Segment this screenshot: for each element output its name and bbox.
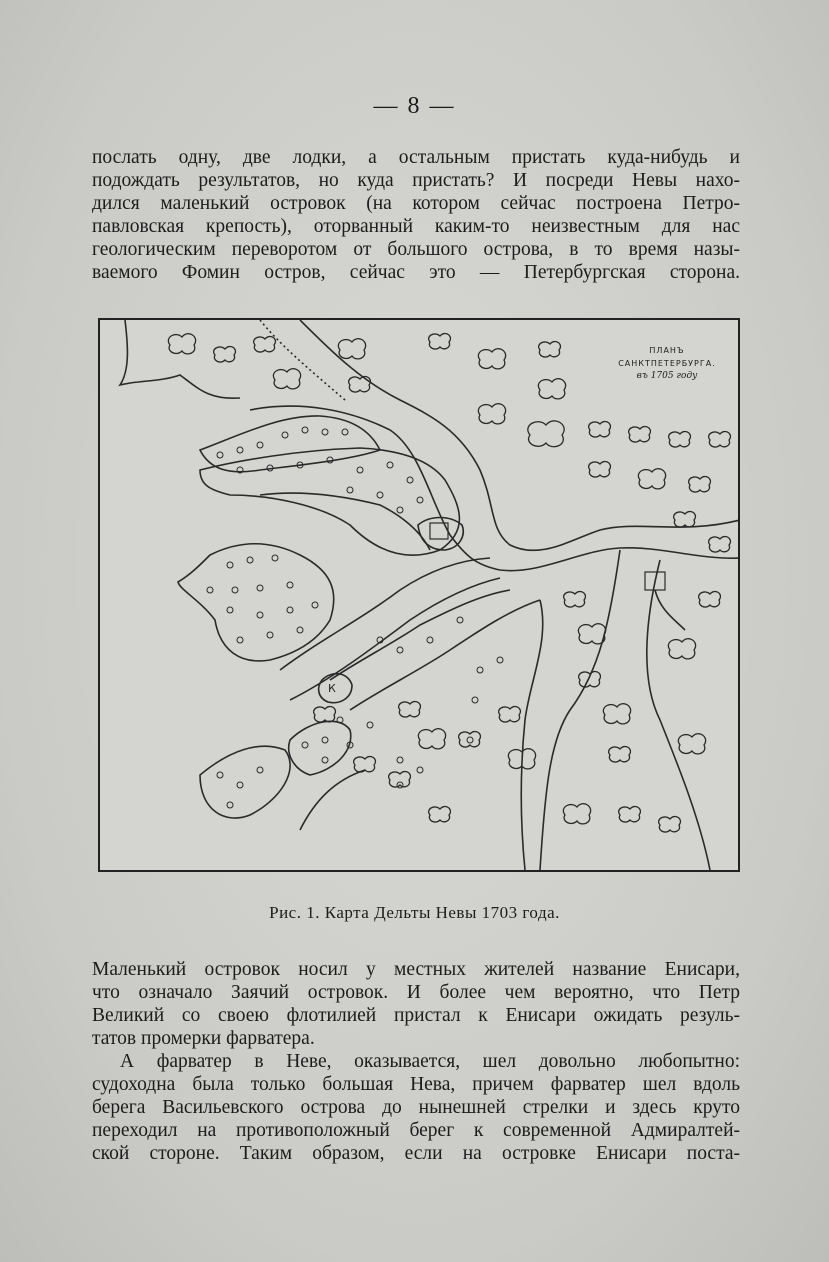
- text-line: переходил на противоположный берег к современной Адмиралтей-: [92, 1120, 740, 1141]
- text-line: берега Васильевского острова до нынешней стрелки и здесь круто: [92, 1097, 740, 1118]
- figure-caption: Рис. 1. Карта Дельты Невы 1703 года.: [269, 903, 560, 922]
- river-bank: [647, 560, 710, 870]
- river-bank: [350, 600, 540, 710]
- text-line: судоходна была только большая Нева, причем фарватер шел вдоль: [92, 1074, 740, 1095]
- text-line: павловская крепость), оторванный каким-то неизвестным для нас: [92, 216, 740, 237]
- paragraph-1: [92, 146, 740, 284]
- river-bank: [330, 590, 510, 680]
- map-title-year: въ 1705 году: [636, 371, 698, 381]
- island-outline: [289, 721, 351, 775]
- paragraph-3: [92, 1050, 740, 1165]
- text-line: подождать результатов, но куда пристать? И посреди Невы нахо-: [92, 170, 740, 191]
- coast-line: [120, 320, 240, 398]
- river-bank: [540, 550, 620, 870]
- page-number: — 8 —: [373, 93, 456, 119]
- text-line: А фарватер в Неве, оказывается, шел довольно любопытно:: [120, 1051, 740, 1072]
- island-outline: [200, 746, 290, 818]
- map-title-line: САНКТПЕТЕРБУРГА.: [618, 359, 716, 368]
- text-line: ской стороне. Таким образом, если на островке Енисари поста-: [92, 1143, 740, 1164]
- neva-delta-map-drawing: [100, 320, 738, 870]
- text-line: Великий со своею флотилией пристал к Енисари ожидать резуль-: [92, 1005, 740, 1026]
- island-outline: [300, 770, 365, 830]
- island-outline: [178, 544, 334, 661]
- settlement-road: [655, 590, 685, 630]
- island-outline: [200, 448, 459, 555]
- text-line: геологическим переворотом от большого острова, в то время назы-: [92, 239, 740, 260]
- river-bank: [521, 600, 543, 870]
- text-line: послать одну, две лодки, а остальным пристать куда-нибудь и: [92, 147, 740, 168]
- paragraph-2: [92, 958, 740, 1050]
- text-line: дился маленький островок (на котором сейчас построена Петро-: [92, 193, 740, 214]
- text-line: Маленький островок носил у местных жителей название Енисари,: [92, 959, 740, 980]
- text-line: что означало Заячий островок. И более чем вероятно, что Петр: [92, 982, 740, 1003]
- river-bank: [250, 406, 738, 571]
- river-bank: [280, 558, 490, 670]
- text-line: ваемого Фомин остров, сейчас это — Петербургская сторона.: [92, 262, 740, 283]
- map-title-line: ПЛАНЪ: [649, 346, 685, 355]
- text-line: татов промерки фарватера.: [92, 1028, 315, 1049]
- tree-symbols: [207, 427, 503, 808]
- forest-symbols: [168, 334, 730, 833]
- road-line: [260, 320, 345, 400]
- island-k-label: К: [328, 682, 336, 695]
- map-figure: [98, 318, 740, 872]
- map-title: [602, 344, 732, 383]
